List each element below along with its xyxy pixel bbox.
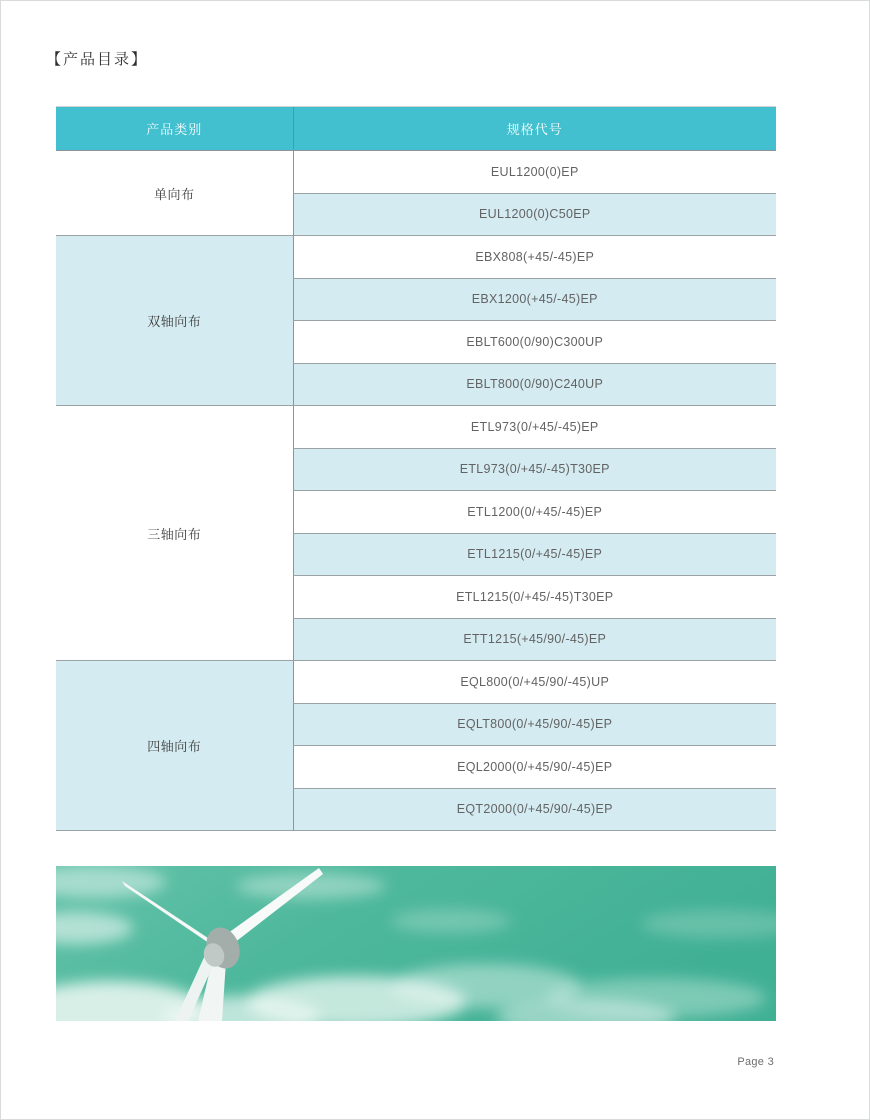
table-row	[56, 151, 776, 194]
spec-cell: EBX808(+45/-45)EP	[293, 236, 776, 279]
product-catalog-table	[56, 106, 776, 831]
spec-cell: EUL1200(0)EP	[293, 151, 776, 194]
table-header-row	[56, 107, 776, 151]
column-header-spec: 规格代号	[293, 107, 776, 151]
wind-turbine-photo	[56, 866, 776, 1021]
spec-cell: ETL1215(0/+45/-45)T30EP	[293, 576, 776, 619]
page-title: 【产品目录】	[46, 51, 149, 68]
table-row	[56, 406, 776, 449]
spec-cell: ETL973(0/+45/-45)T30EP	[293, 448, 776, 491]
spec-cell: EQL2000(0/+45/90/-45)EP	[293, 746, 776, 789]
spec-cell: EUL1200(0)C50EP	[293, 193, 776, 236]
category-cell: 四轴向布	[56, 661, 293, 831]
table-row	[56, 236, 776, 279]
spec-cell: EQLT800(0/+45/90/-45)EP	[293, 703, 776, 746]
spec-cell: ETL1200(0/+45/-45)EP	[293, 491, 776, 534]
category-cell: 三轴向布	[56, 406, 293, 661]
spec-cell: EQL800(0/+45/90/-45)UP	[293, 661, 776, 704]
spec-cell: EBLT600(0/90)C300UP	[293, 321, 776, 364]
page-number: Page 3	[737, 1056, 774, 1068]
spec-cell: EQT2000(0/+45/90/-45)EP	[293, 788, 776, 831]
column-header-category: 产品类别	[56, 107, 293, 151]
spec-cell: ETT1215(+45/90/-45)EP	[293, 618, 776, 661]
category-cell: 双轴向布	[56, 236, 293, 406]
category-cell: 单向布	[56, 151, 293, 236]
spec-cell: EBX1200(+45/-45)EP	[293, 278, 776, 321]
spec-cell: EBLT800(0/90)C240UP	[293, 363, 776, 406]
table-row	[56, 661, 776, 704]
wind-turbine-graphic	[56, 866, 776, 1021]
spec-cell: ETL973(0/+45/-45)EP	[293, 406, 776, 449]
spec-cell: ETL1215(0/+45/-45)EP	[293, 533, 776, 576]
